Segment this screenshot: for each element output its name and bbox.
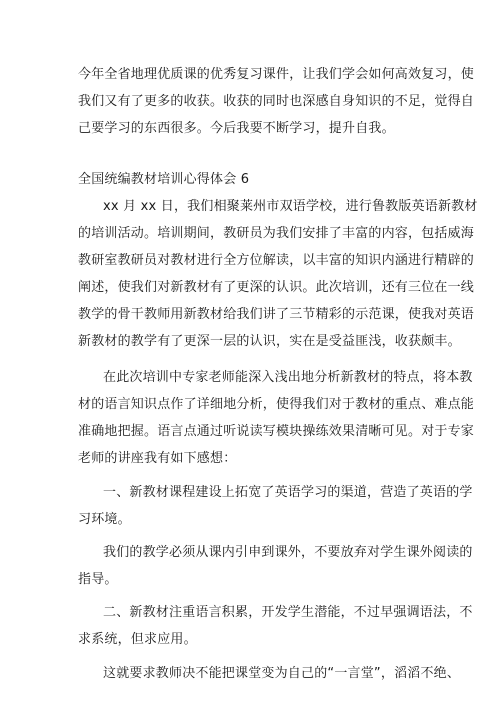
paragraph-5-line-2: 指导。: [78, 572, 118, 587]
paragraph-4-line-2: 习环境。: [78, 512, 131, 527]
paragraph-1-line-2: 我们又有了更多的收获。收获的同时也深感自身知识的不足，觉得自: [78, 94, 475, 109]
section-heading: 全国统编教材培训心得体会 6: [78, 172, 250, 187]
paragraph-2-line-2: 的培训活动。培训期间，教研员为我们安排了丰富的内容，包括威海: [78, 226, 475, 241]
paragraph-6-line-2: 求系统，但求应用。: [78, 632, 197, 647]
paragraph-1-line-1: 今年全省地理优质课的优秀复习课件，让我们学会如何高效复习，使: [78, 67, 475, 82]
paragraph-3-line-4: 老师的讲座我有如下感想：: [78, 451, 237, 466]
paragraph-3-line-2: 材的语言知识点作了详细地分析，使得我们对于教材的重点、难点能: [78, 397, 475, 412]
paragraph-7-line-1: 这就要求教师决不能把课堂变为自己的“一言堂”，滔滔不绝、: [103, 666, 461, 681]
paragraph-2-line-1: xx 月 xx 日，我们相聚莱州市双语学校，进行鲁教版英语新教材: [103, 199, 478, 214]
paragraph-2-line-5: 教学的骨干教师用新教材给我们讲了三节精彩的示范课，使我对英语: [78, 307, 475, 322]
paragraph-2-line-6: 新教材的教学有了更深一层的认识，实在是受益匪浅，收获颇丰。: [78, 334, 461, 349]
paragraph-5-line-1: 我们的教学必须从课内引申到课外，不要放弃对学生课外阅读的: [103, 545, 473, 560]
paragraph-3-line-3: 准确地把握。语言点通过听说读写模块操练效果清晰可见。对于专家: [78, 424, 475, 439]
paragraph-2-line-4: 阐述，使我们对新教材有了更深的认识。此次培训，还有三位在一线: [78, 280, 475, 295]
paragraph-1-line-3: 己要学习的东西很多。今后我要不断学习，提升自我。: [78, 121, 395, 136]
paragraph-6-line-1: 二、新教材注重语言积累，开发学生潜能，不过早强调语法，不: [103, 605, 473, 620]
paragraph-4-line-1: 一、新教材课程建设上拓宽了英语学习的渠道，营造了英语的学: [103, 485, 473, 500]
paragraph-3-line-1: 在此次培训中专家老师能深入浅出地分析新教材的特点，将本教: [103, 370, 473, 385]
paragraph-2-line-3: 教研室教研员对教材进行全方位解读，以丰富的知识内涵进行精辟的: [78, 253, 475, 268]
